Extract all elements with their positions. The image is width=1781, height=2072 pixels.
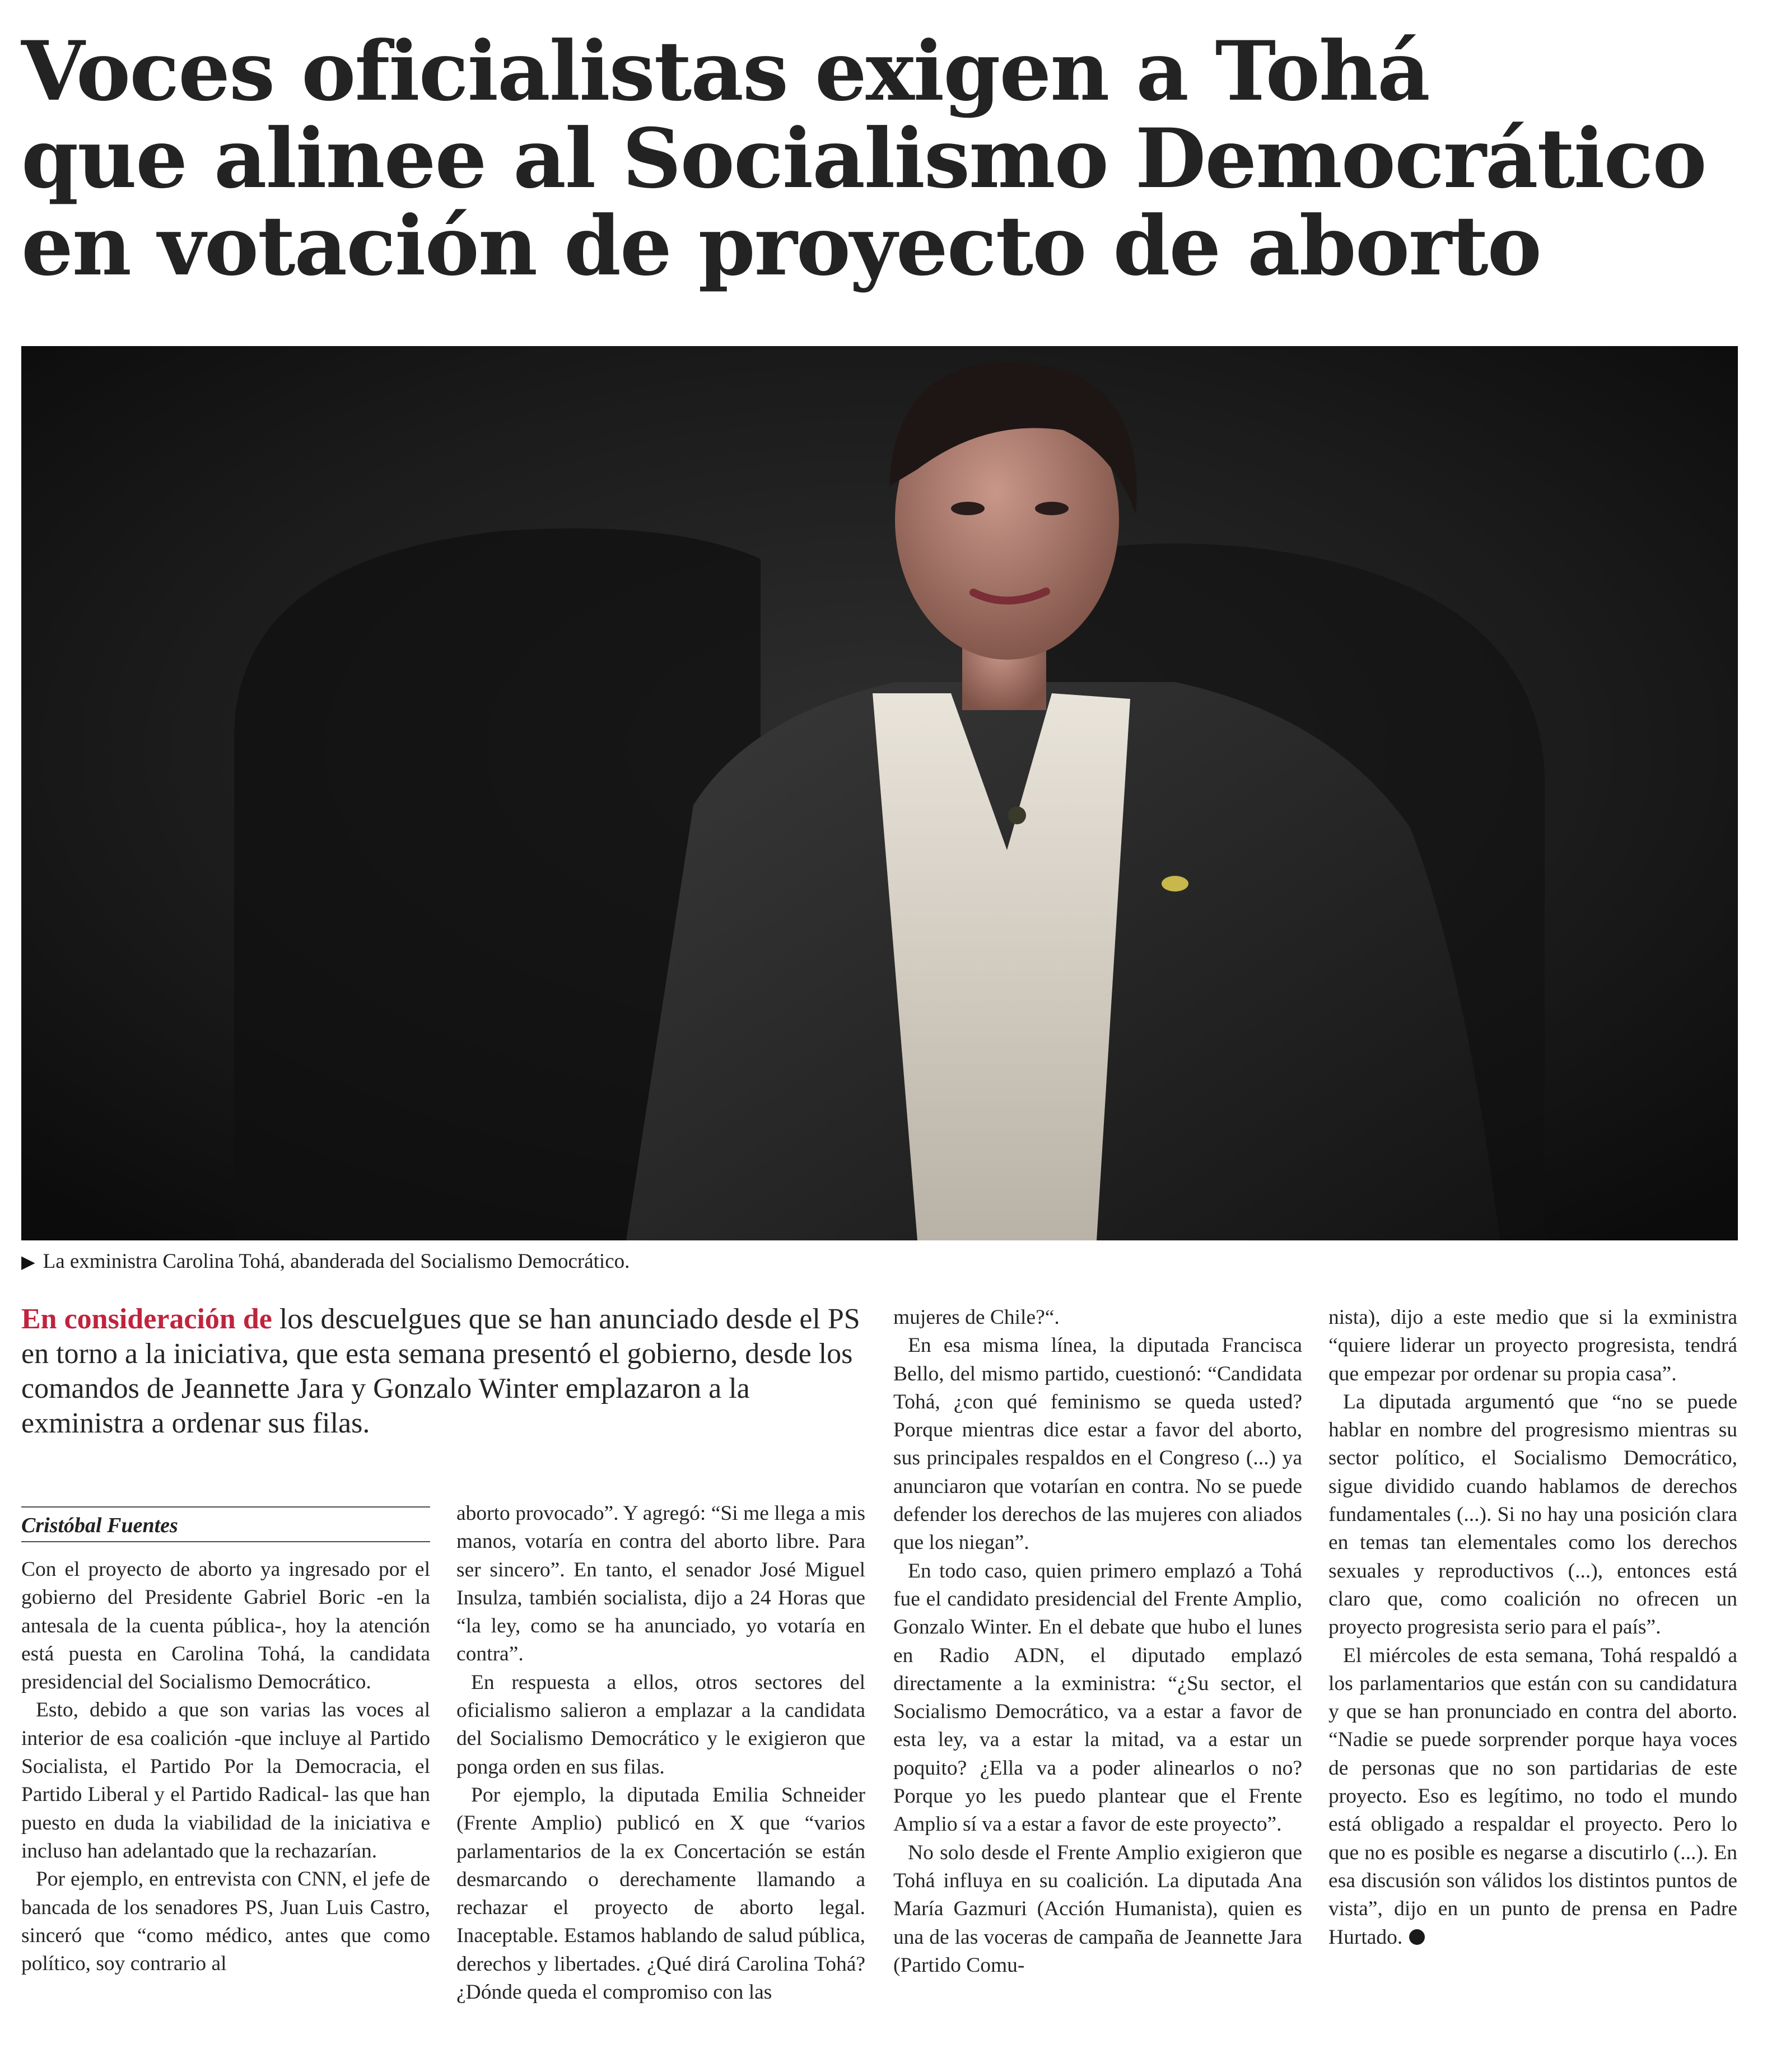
caption-arrow-icon: ▶ (21, 1252, 35, 1272)
paragraph-12: La diputada argumentó que “no se puede hablar en nombre del progresismo mientras su sector político, el Socialismo Democrático, sigue dividido cuando hablamos de derechos fundamentales (...). Si no hay una posición clara en temas tan elementales como los derechos sexuales y reproductivos (...), entonces está claro que, como coalición no ofrecen un proyecto progresista serio para el país”. (1328, 1390, 1737, 1639)
dek-lead: En consideración de (21, 1303, 272, 1335)
column-1 (21, 1556, 430, 1978)
byline: Cristóbal Fuentes (21, 1514, 178, 1537)
column-3 (893, 1304, 1302, 1980)
paragraph-3: Por ejemplo, en entrevista con CNN, el jefe de bancada de los senadores PS, Juan Luis Castro, sinceró que “como médico, antes que como político, soy contrario al (21, 1868, 430, 1976)
dek-text: los descuelgues que se han anunciado desde el PS en torno a la iniciativa, que esta semana presentó el gobierno, desde los comandos de Jeannette Jara y Gonzalo Winter emplazaron a la exministra a ordenar sus filas. (21, 1303, 860, 1439)
byline-rule-top (21, 1506, 430, 1508)
headline-line-2: que alinee al Socialismo Democrático (21, 111, 1706, 207)
portrait-illustration (21, 346, 1738, 1240)
paragraph-13-text: El miércoles de esta semana, Tohá respaldó a los parlamentarios que están con su candidatura y que se han pronunciado en contra del aborto. “Nadie se puede sorprender porque haya voces de personas que no son partidarias de este proyecto. Eso es legítimo, no todo el mundo está obligado a respaldar el proyecto. Pero lo que no es posible es negarse a discutirlo (...). En esa discusión son válidos los distintos puntos de vista”, dijo en un punto de prensa en Padre Hurtado. (1328, 1644, 1737, 1949)
portrait-photo (21, 346, 1738, 1240)
paragraph-2: Esto, debido a que son varias las voces al interior de esa coalición -que incluye al Partido Socialista, el Partido Por la Democracia, el Partido Liberal y el Partido Radical- las que han puesto en duda la viabilidad de la iniciativa e incluso han adelantado que la rechazarían. (21, 1698, 430, 1863)
paragraph-9: En todo caso, quien primero emplazó a Tohá fue el candidato presidencial del Frente Amplio, Gonzalo Winter. En el debate que hubo el lunes en Radio ADN, el diputado emplazó directamente a la exministra: “¿Su sector, el Socialismo Democrático, va a estar a favor de esta ley, va a estar la mitad, va a estar un poquito? ¿Ella va a poder alinearlos o no? Porque yo les puedo plantear que el Frente Amplio sí va a estar a favor de este proyecto”. (893, 1559, 1302, 1836)
paragraph-13 (1328, 1642, 1737, 1952)
paragraph-8: En esa misma línea, la diputada Francisca Bello, del mismo partido, cuestionó: “Candidata Tohá, ¿con qué feminismo se queda usted? Porque mientras dice estar a favor del aborto, sus principales respaldos en el Congreso (...) ya anunciaron que votarían en contra. No se puede defender los derechos de las mujeres con aliados que los niegan”. (893, 1334, 1302, 1555)
end-mark-icon (1409, 1929, 1425, 1945)
caption-text: La exministra Carolina Tohá, abanderada del Socialismo Democrático. (43, 1250, 630, 1273)
headline-line-3: en votación de proyecto de aborto (21, 198, 1541, 294)
paragraph-5: En respuesta a ellos, otros sectores del oficialismo salieron a emplazar a la candidata del Socialismo Democrático y le exigieron que ponga orden en sus filas. (456, 1670, 865, 1779)
column-2 (456, 1500, 865, 2006)
byline-rule-bottom (21, 1541, 430, 1542)
paragraph-7: mujeres de Chile?“. (893, 1306, 1060, 1329)
paragraph-1: Con el proyecto de aborto ya ingresado por el gobierno del Presidente Gabriel Boric -en la antesala de la cuenta pública-, hoy la atención está puesta en Carolina Tohá, la candidata presidencial del Socialismo Democrático. (21, 1558, 430, 1694)
article-dek (21, 1302, 875, 1441)
paragraph-11: nista), dijo a este medio que si la exministra “quiere liderar un proyecto progresista, tendrá que empezar por ordenar su propia casa”. (1328, 1306, 1737, 1385)
headline-line-1: Voces oficialistas exigen a Tohá (21, 24, 1429, 119)
paragraph-10: No solo desde el Frente Amplio exigieron que Tohá influya en su coalición. La diputada Ana María Gazmuri (Acción Humanista), quien es una de las voceras de campaña de Jeannette Jara (Partido Comu- (893, 1841, 1302, 1977)
photo-caption (21, 1249, 1735, 1275)
headline (21, 24, 1706, 294)
paragraph-6: Por ejemplo, la diputada Emilia Schneider (Frente Amplio) publicó en X que “varios parlamentarios de la ex Concertación se están desmarcando o derechamente llamando a rechazar el proyecto de aborto legal. Inaceptable. Estamos hablando de salud pública, derechos y libertades. ¿Qué dirá Carolina Tohá? ¿Dónde queda el compromiso con las (456, 1783, 865, 2004)
paragraph-4: aborto provocado”. Y agregó: “Si me llega a mis manos, votaría en contra del aborto libre. Para ser sincero”. En tanto, el senador José Miguel Insulza, también socialista, dijo a 24 Horas que “la ley, como se ha anunciado, yo votaría en contra”. (456, 1502, 865, 1666)
column-4 (1328, 1304, 1737, 1952)
